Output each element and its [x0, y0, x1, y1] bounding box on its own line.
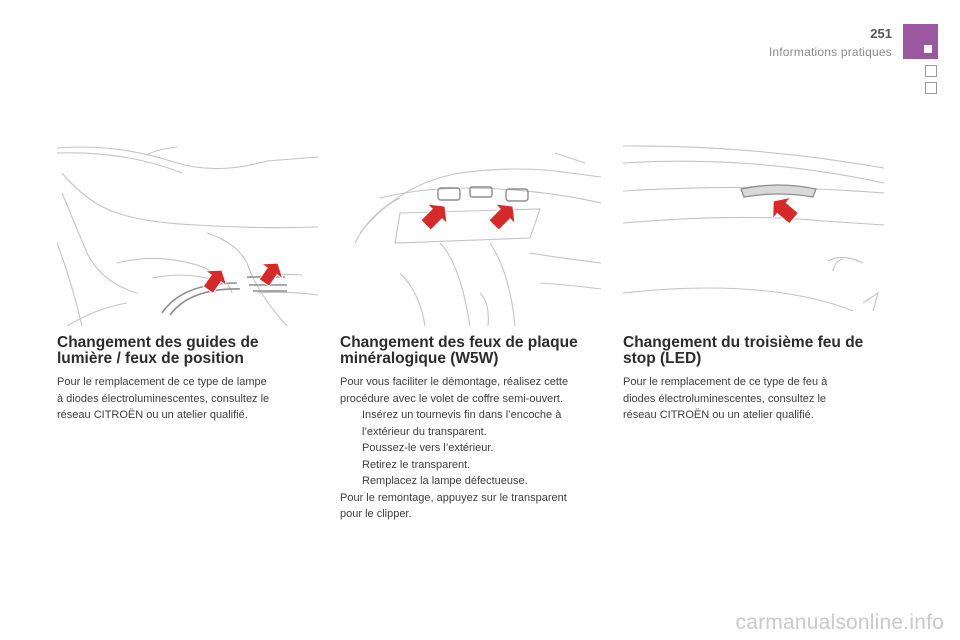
- chapter-tab[interactable]: [925, 65, 937, 77]
- chapter-tab[interactable]: [925, 82, 937, 94]
- text-number-plate-lamps: Pour vous faciliter le démontage, réalisez cette procédure avec le volet de coffre semi-ouvert. Insérez un tournevis fin dans l’encoche à l’extérieur du transparent. Poussez-le vers l’extérieur. Retirez le transparent. Remplacez la lampe défectueuse. Pour le remontage, appuyez sur le transparent pour le clipper.: [340, 374, 610, 523]
- illustration-number-plate-lamps: [340, 143, 601, 326]
- brake-light-icon: [741, 185, 816, 197]
- watermark: carmanualsonline.info: [735, 611, 944, 634]
- list-item: Retirez le transparent.: [362, 458, 471, 471]
- section-title: Informations pratiques: [768, 45, 892, 59]
- page-number: 251: [870, 26, 892, 41]
- text-third-brake-light: Pour le remplacement de ce type de feu à diodes électroluminescentes, consultez le réseau CITROËN ou un atelier qualifié.: [623, 376, 828, 421]
- heading-position-lights: Changement des guides de lumière / feux de position: [57, 334, 259, 367]
- arrow-icon: [764, 190, 803, 229]
- list-item: Insérez un tournevis fin dans l’encoche à l’extérieur du transparent.: [362, 409, 562, 438]
- illustration-third-brake-light: [623, 143, 884, 326]
- chapter-tab-active[interactable]: [903, 24, 938, 59]
- heading-number-plate-lamps: Changement des feux de plaque minéralogique (W5W): [340, 334, 578, 367]
- heading-third-brake-light: Changement du troisième feu de stop (LED): [623, 334, 864, 367]
- arrow-icon: [416, 196, 523, 235]
- list-item: Poussez-le vers l’extérieur.: [362, 442, 494, 454]
- illustration-position-lights: [57, 143, 318, 326]
- list-item: Remplacez la lampe défectueuse.: [362, 475, 528, 487]
- text-position-lights: Pour le remplacement de ce type de lampe à diodes électroluminescentes, consultez le réseau CITROËN ou un atelier qualifié.: [57, 376, 270, 421]
- chapter-tab-marker-icon: [924, 45, 932, 53]
